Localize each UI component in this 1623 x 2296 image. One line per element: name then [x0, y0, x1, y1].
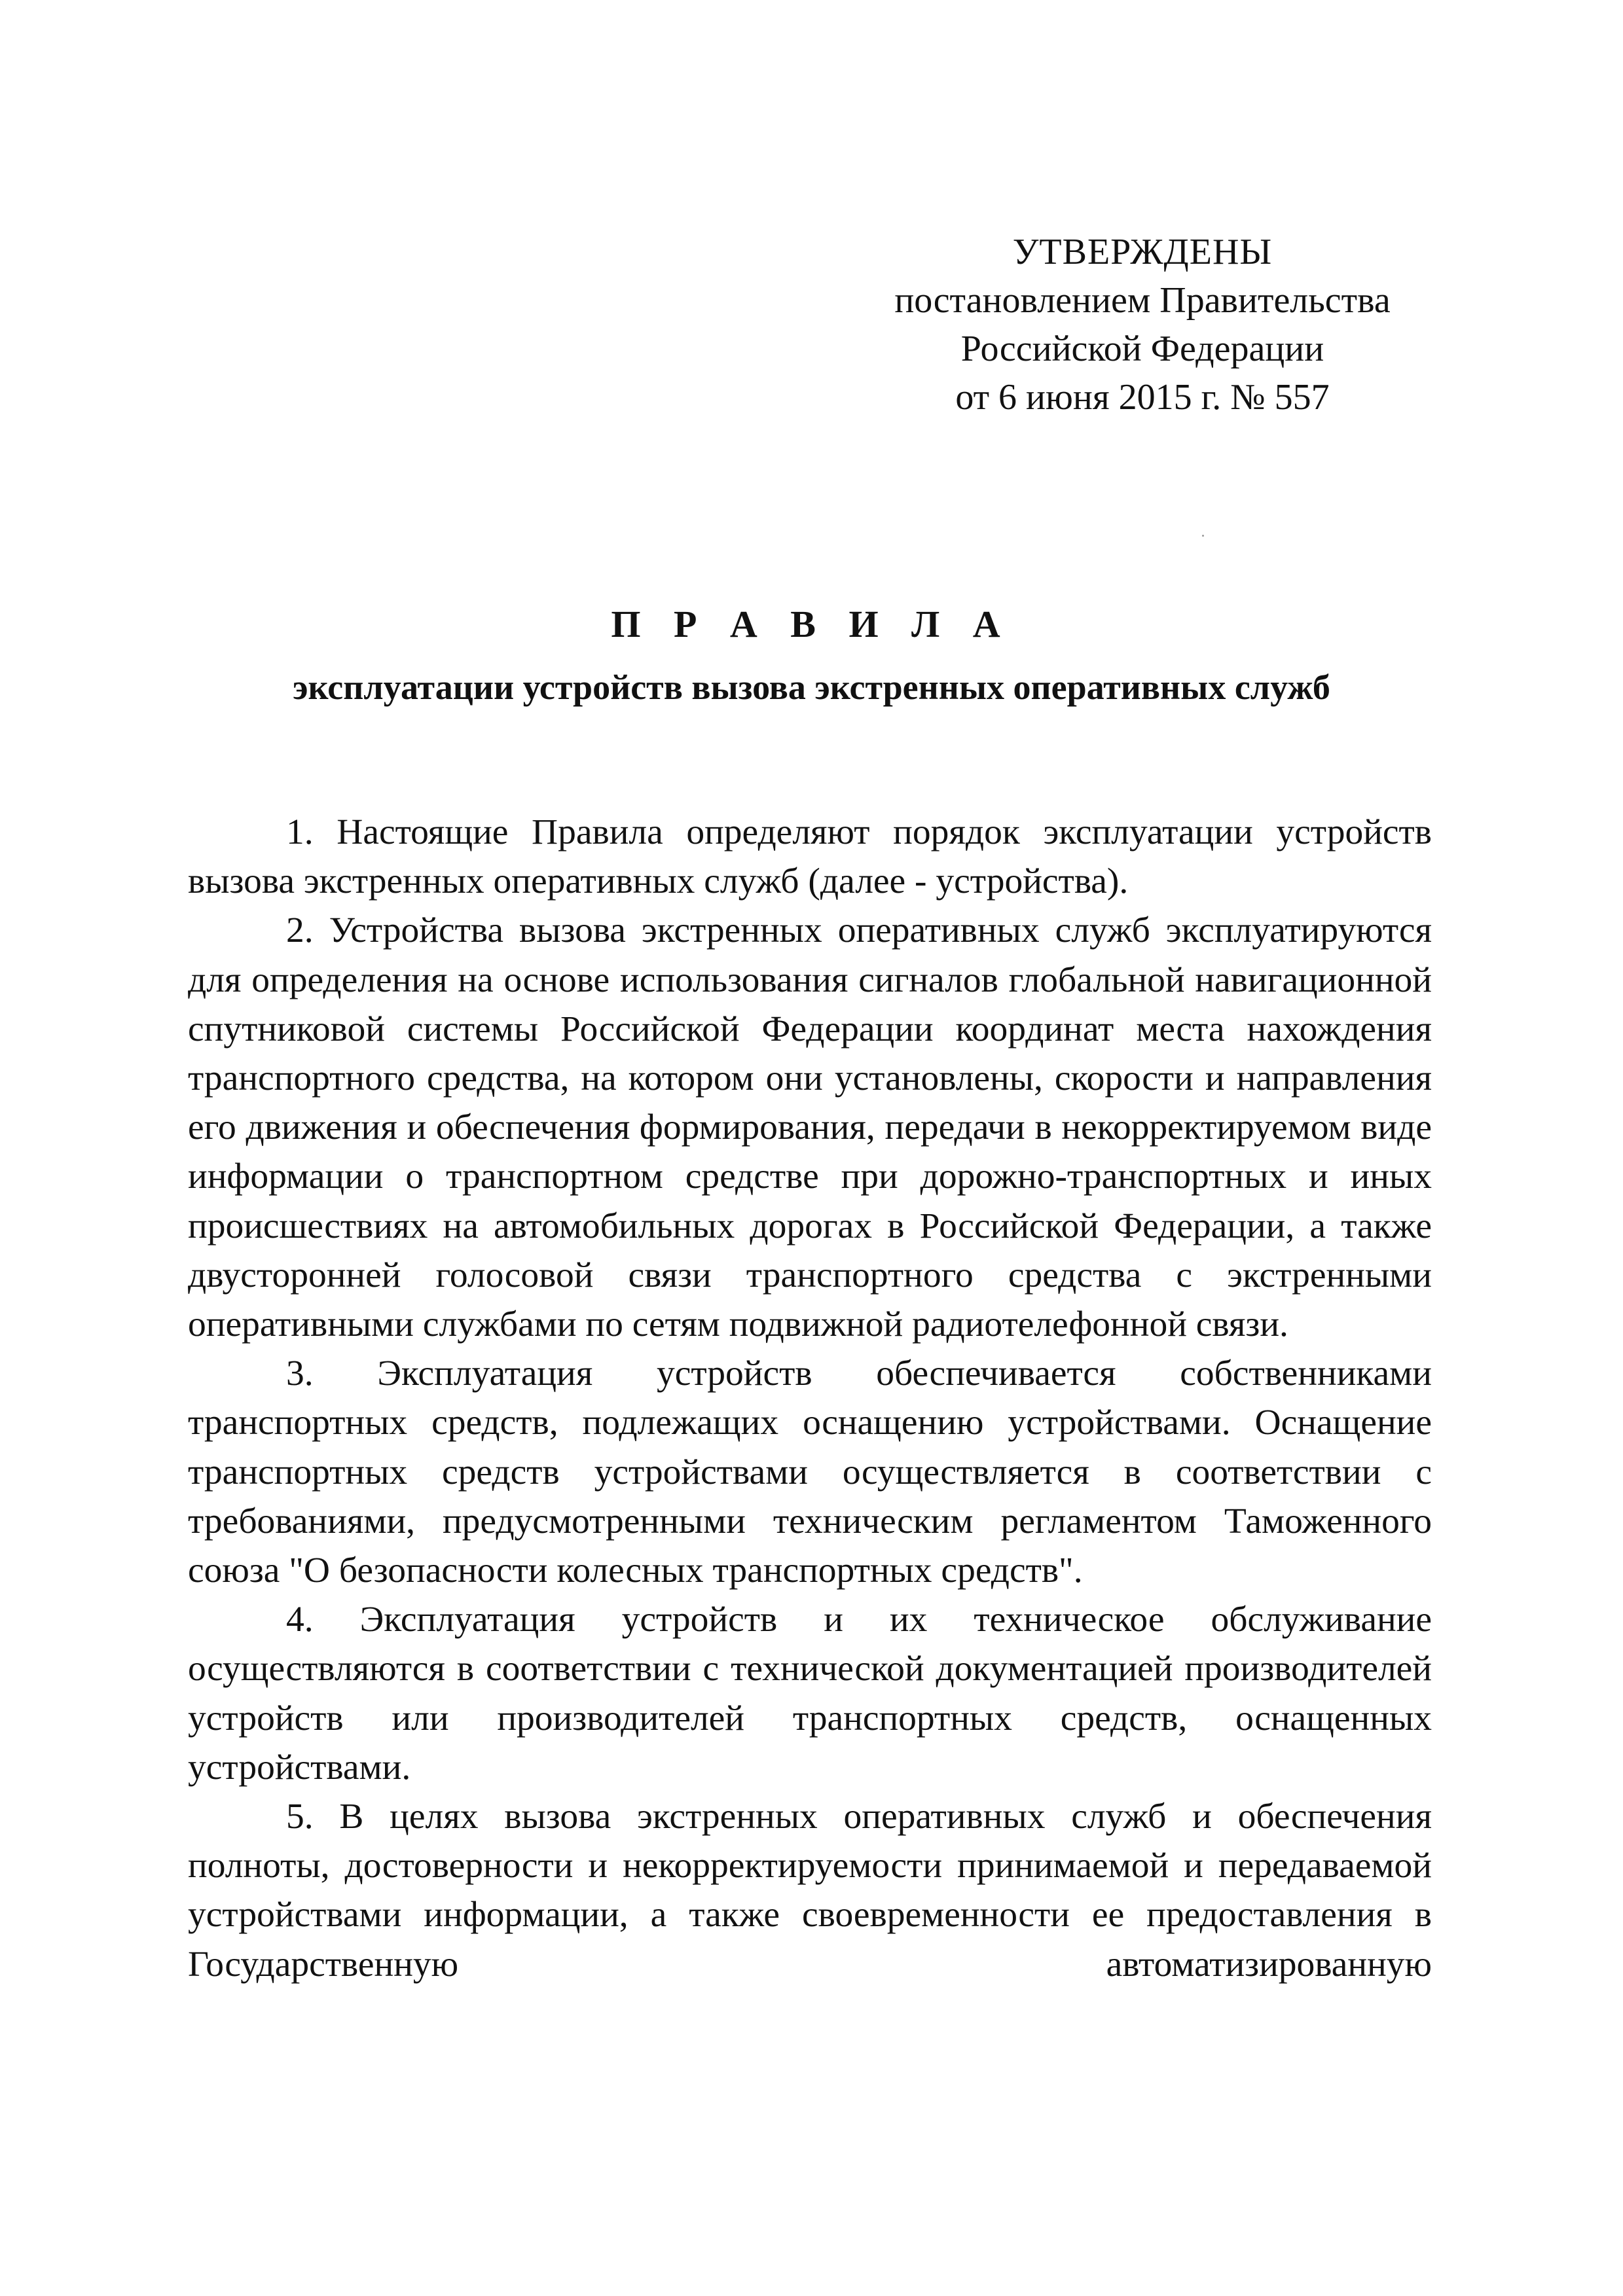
paragraph-4: 4. Эксплуатация устройств и их техническое обслуживание осуществляются в соответствии с технической документацией производителей устройств или производителей транспортных средств, оснащенных устройствами. [188, 1600, 1432, 1787]
paragraph-5: 5. В целях вызова экстренных оперативных служб и обеспечения полноты, достоверности и некорректируемости принимаемой и передаваемой устройствами информации, а также своевременности ее предоставления в Государственную автоматизированную [188, 1797, 1432, 1984]
approval-line-3: от 6 июня 2015 г. № 557 [955, 377, 1330, 418]
paragraph-2: 2. Устройства вызова экстренных оперативных служб эксплуатируются для определения на основе использования сигналов глобальной навигационной спутниковой системы Российской Федерации координат места нахождения транспортного средства, на котором они установлены, скорости и направления его движения и обеспечения формирования, передачи в некорректируемом виде информации о транспортном средстве при дорожно-транспортных и иных происшествиях на автомобильных дорогах в Российской Федерации, а также двусторонней голосовой связи транспортного средства с экстренными оперативными службами по сетям подвижной радиотелефонной связи. [188, 910, 1432, 1345]
approval-line-2: Российской Федерации [960, 329, 1324, 369]
document-body [188, 808, 1432, 1989]
document-title: П Р А В И Л А [611, 603, 1012, 645]
paragraph-1: 1. Настоящие Правила определяют порядок эксплуатации устройств вызова экстренных оперативных служб (далее - устройства). [188, 812, 1432, 902]
approval-title: УТВЕРЖДЕНЫ [1012, 232, 1273, 272]
approval-block [812, 228, 1473, 422]
approval-line-1: постановлением Правительства [894, 280, 1391, 321]
paragraph-3: 3. Эксплуатация устройств обеспечивается собственниками транспортных средств, подлежащих оснащению устройствами. Оснащение транспортных средств устройствами осуществляется в соответствии с требованиями, предусмотренными техническим регламентом Таможенного союза "О безопасности колесных транспортных средств". [188, 1354, 1432, 1591]
scan-speck [1202, 535, 1204, 537]
document-subtitle: эксплуатации устройств вызова экстренных оперативных служб [293, 668, 1330, 707]
